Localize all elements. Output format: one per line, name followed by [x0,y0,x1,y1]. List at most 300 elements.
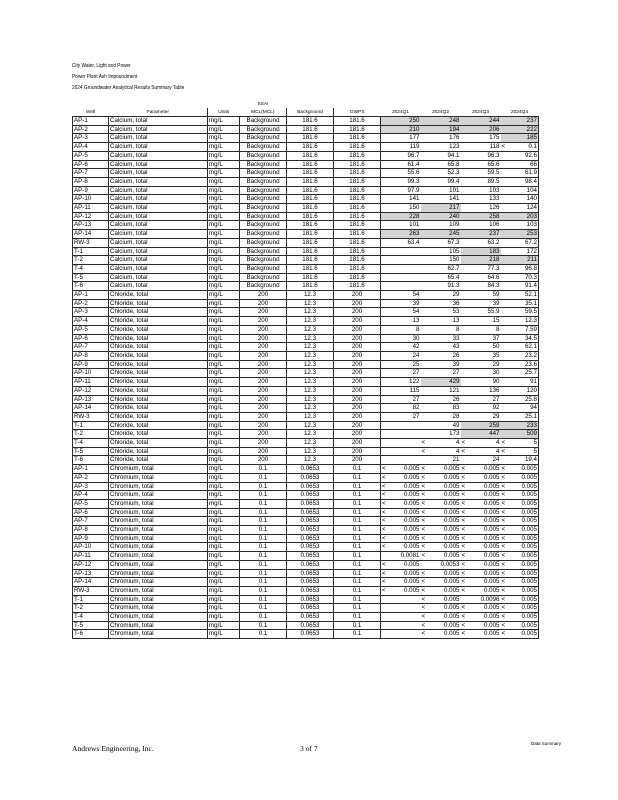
qualifier: < [501,517,506,525]
cell-background: 12.3 [287,369,334,378]
table-row [73,465,539,474]
value: 0.005 [484,473,500,481]
value: 0.005 [484,508,500,516]
cell-units: mg/L [208,317,240,326]
cell-well: AP-12 [73,560,109,569]
cell-background: 12.3 [287,386,334,395]
cell-well: T-2 [73,256,109,265]
cell-q4 [501,499,539,508]
qualifier: < [461,543,466,551]
cell-parameter: Chromium, total [109,552,208,561]
table-row [73,308,539,317]
value: 54 [412,308,420,316]
value: 49 [452,421,460,429]
table-row [73,499,539,508]
col-mcl: MCL(MCL) [251,110,275,115]
value: 0.005 [444,473,460,481]
cell-background: 181.6 [287,256,334,265]
value: 0.005 [404,508,420,516]
value: 233 [526,421,537,429]
cell-background: 181.6 [287,160,334,169]
cell-parameter: Calcium, total [109,160,208,169]
cell-q4 [501,430,539,439]
value: 0.005 [404,526,420,534]
footer-label: Data Summary [531,741,562,746]
value: 0.005 [484,552,500,560]
cell-background: 0.0653 [287,552,334,561]
value: 0.005 [404,578,420,586]
cell-parameter: Chloride, total [109,456,208,465]
cell-gwps: 181.6 [334,247,381,256]
cell-q1 [381,291,421,300]
cell-q3 [461,517,501,526]
cell-q4 [501,317,539,326]
value: 120 [526,386,537,394]
cell-q4 [501,604,539,613]
cell-q3 [461,334,501,343]
cell-gwps: 200 [334,386,381,395]
value: 13 [412,317,420,325]
value: 39 [412,299,420,307]
cell-q2 [421,273,461,282]
cell-gwps: 200 [334,343,381,352]
cell-units: mg/L [208,343,240,352]
col-q3: 2024Q3 [471,110,490,115]
cell-q3 [461,325,501,334]
value: 0.005 [521,499,537,507]
qualifier: < [382,482,386,490]
cell-gwps: 181.6 [334,273,381,282]
value: 0.005 [484,586,500,594]
cell-gwps: 0.1 [334,508,381,517]
qualifier: < [421,473,426,481]
value: 245 [449,230,460,238]
cell-background: 181.6 [287,117,334,126]
qualifier: < [382,543,386,551]
cell-q2 [421,325,461,334]
cell-q1 [381,491,421,500]
cell-q3 [461,143,501,152]
qualifier: < [461,439,466,447]
cell-well: AP-11 [73,204,109,213]
cell-units: mg/L [208,151,240,160]
cell-q3 [461,465,501,474]
cell-well: AP-6 [73,160,109,169]
value: 0.005 [521,586,537,594]
cell-gwps: 0.1 [334,552,381,561]
cell-well: AP-9 [73,534,109,543]
cell-q1 [381,586,421,595]
value: 63.2 [487,238,500,246]
value: 203 [526,212,537,220]
cell-parameter: Chloride, total [109,299,208,308]
value: 62.7 [447,264,460,272]
cell-parameter: Chromium, total [109,604,208,613]
table-row [73,526,539,535]
value: 0.0096 [480,595,500,603]
col-group-top: SSAI [257,102,269,107]
value: 89.5 [487,177,500,185]
value: 206 [489,125,500,133]
qualifier: < [501,543,506,551]
cell-mcl: 0.1 [240,621,287,630]
cell-q2 [421,630,461,639]
cell-q3 [461,299,501,308]
cell-q1 [381,430,421,439]
cell-mcl: 200 [240,386,287,395]
qualifier: < [421,517,426,525]
cell-q3 [461,230,501,239]
cell-q1 [381,404,421,413]
qualifier: < [382,526,386,534]
cell-background: 181.6 [287,125,334,134]
value: 109 [449,221,460,229]
cell-q1 [381,143,421,152]
cell-well: AP-9 [73,186,109,195]
cell-q4 [501,125,539,134]
cell-q1 [381,204,421,213]
cell-units: mg/L [208,465,240,474]
value: 103 [526,221,537,229]
value: 99.4 [447,177,460,185]
cell-well: T-6 [73,456,109,465]
qualifier: < [461,630,466,638]
header-line-1: City Water, Light and Power [72,63,131,69]
value: 0.005 [444,604,460,612]
value: 55.9 [487,308,500,316]
cell-units: mg/L [208,430,240,439]
cell-background: 181.6 [287,186,334,195]
cell-units: mg/L [208,517,240,526]
cell-well: AP-5 [73,151,109,160]
value: 141 [409,195,420,203]
qualifier: < [382,560,386,568]
cell-background: 181.6 [287,195,334,204]
cell-gwps: 181.6 [334,204,381,213]
cell-q2 [421,395,461,404]
cell-gwps: 0.1 [334,621,381,630]
cell-well: AP-3 [73,308,109,317]
cell-q1 [381,186,421,195]
cell-gwps: 181.6 [334,212,381,221]
cell-q4 [501,508,539,517]
cell-mcl: Background [240,230,287,239]
cell-mcl: 0.1 [240,569,287,578]
cell-q3 [461,560,501,569]
qualifier: < [382,508,386,516]
cell-well: T-1 [73,595,109,604]
cell-mcl: 0.1 [240,552,287,561]
cell-gwps: 200 [334,369,381,378]
cell-units: mg/L [208,621,240,630]
cell-q1 [381,578,421,587]
cell-background: 0.0653 [287,613,334,622]
cell-q3 [461,613,501,622]
cell-parameter: Chloride, total [109,439,208,448]
value: 43 [452,343,460,351]
cell-gwps: 0.1 [334,465,381,474]
cell-q3 [461,378,501,387]
value: 0.005 [444,586,460,594]
value: 24 [412,351,420,359]
cell-gwps: 181.6 [334,230,381,239]
cell-units: mg/L [208,378,240,387]
cell-q4 [501,482,539,491]
cell-gwps: 181.6 [334,264,381,273]
value: 27 [412,412,420,420]
cell-mcl: Background [240,169,287,178]
cell-q3 [461,151,501,160]
value: 84.3 [487,282,500,290]
qualifier: < [501,465,506,473]
value: 0.005 [404,560,420,568]
value: 253 [526,230,537,238]
value: 90 [492,378,500,386]
cell-q3 [461,291,501,300]
cell-gwps: 200 [334,299,381,308]
table-row [73,534,539,543]
cell-mcl: Background [240,264,287,273]
cell-background: 0.0653 [287,595,334,604]
value: 4 [456,439,460,447]
cell-q4 [501,151,539,160]
cell-background: 0.0653 [287,621,334,630]
cell-q4 [501,247,539,256]
qualifier: < [461,534,466,542]
cell-units: mg/L [208,560,240,569]
cell-units: mg/L [208,299,240,308]
col-parameter: Parameter [146,110,169,115]
value: 0.005 [521,508,537,516]
value: 210 [409,125,420,133]
value: 65.6 [487,160,500,168]
cell-parameter: Chloride, total [109,325,208,334]
cell-well: AP-13 [73,569,109,578]
cell-parameter: Chromium, total [109,491,208,500]
qualifier: < [421,613,426,621]
cell-gwps: 200 [334,412,381,421]
cell-q3 [461,586,501,595]
value: 211 [527,256,537,264]
table-row [73,230,539,239]
value: 52.3 [447,169,460,177]
col-well: Well [85,110,96,115]
cell-well: T-2 [73,430,109,439]
cell-q1 [381,621,421,630]
cell-background: 181.6 [287,143,334,152]
cell-units: mg/L [208,543,240,552]
cell-background: 12.3 [287,412,334,421]
cell-background: 181.6 [287,151,334,160]
table-row [73,291,539,300]
cell-mcl: 0.1 [240,613,287,622]
cell-q1 [381,273,421,282]
cell-gwps: 0.1 [334,560,381,569]
cell-q3 [461,595,501,604]
cell-units: mg/L [208,160,240,169]
qualifier: < [501,630,506,638]
value: 35.1 [524,299,537,307]
table-row [73,369,539,378]
qualifier: < [461,613,466,621]
qualifier: < [421,552,426,560]
cell-gwps: 200 [334,360,381,369]
cell-well: AP-1 [73,291,109,300]
cell-background: 12.3 [287,430,334,439]
cell-q1 [381,317,421,326]
value: 103 [489,186,500,194]
qualifier: < [461,552,466,560]
qualifier: < [461,465,466,473]
value: 101 [449,186,460,194]
cell-q1 [381,473,421,482]
value: 4 [456,447,460,455]
cell-parameter: Calcium, total [109,282,208,291]
cell-parameter: Chromium, total [109,560,208,569]
cell-q1 [381,360,421,369]
qualifier: < [461,569,466,577]
cell-parameter: Calcium, total [109,204,208,213]
cell-q4 [501,143,539,152]
cell-q1 [381,447,421,456]
cell-q1 [381,299,421,308]
table-row [73,125,539,134]
value: 63.4 [407,238,420,246]
value: 244 [489,117,500,124]
qualifier: < [461,447,466,455]
cell-units: mg/L [208,526,240,535]
cell-background: 181.6 [287,134,334,143]
cell-q2 [421,586,461,595]
value: 240 [449,212,460,220]
cell-q3 [461,447,501,456]
cell-parameter: Chromium, total [109,569,208,578]
cell-q1 [381,456,421,465]
value: 35 [492,351,500,359]
qualifier: < [421,465,426,473]
cell-mcl: Background [240,282,287,291]
cell-well: AP-5 [73,499,109,508]
table-row [73,204,539,213]
value: 64.6 [487,273,500,281]
table-row [73,134,539,143]
cell-q1 [381,256,421,265]
cell-q4 [501,238,539,247]
cell-mcl: Background [240,151,287,160]
value: 0.1 [528,143,537,151]
cell-q4 [501,630,539,639]
value: 176 [449,134,460,142]
cell-q3 [461,439,501,448]
qualifier: < [421,578,426,586]
cell-mcl: Background [240,238,287,247]
cell-q3 [461,125,501,134]
cell-q4 [501,526,539,535]
value: 83 [452,404,460,412]
cell-parameter: Chloride, total [109,317,208,326]
cell-q4 [501,256,539,265]
value: 29 [492,412,500,420]
cell-units: mg/L [208,282,240,291]
cell-gwps: 0.1 [334,586,381,595]
cell-q2 [421,204,461,213]
cell-well: AP-5 [73,325,109,334]
cell-background: 12.3 [287,439,334,448]
value: 0.0053 [440,560,460,568]
cell-mcl: 0.1 [240,465,287,474]
cell-gwps: 0.1 [334,526,381,535]
cell-q1 [381,534,421,543]
cell-gwps: 0.1 [334,613,381,622]
qualifier: < [461,517,466,525]
cell-well: AP-14 [73,404,109,413]
value: 0.005 [484,465,500,473]
cell-q2 [421,508,461,517]
value: 124 [526,204,537,212]
value: 0.005 [444,491,460,499]
cell-parameter: Chromium, total [109,526,208,535]
qualifier: < [382,491,386,499]
qualifier: < [501,439,506,447]
results-table [72,102,539,639]
cell-units: mg/L [208,134,240,143]
value: 0.005 [444,613,460,621]
cell-q1 [381,386,421,395]
cell-gwps: 200 [334,447,381,456]
cell-parameter: Chloride, total [109,334,208,343]
table-row [73,212,539,221]
cell-units: mg/L [208,578,240,587]
cell-mcl: 200 [240,378,287,387]
value: 237 [489,230,500,238]
cell-q1 [381,282,421,291]
cell-q1 [381,151,421,160]
cell-well: T-2 [73,604,109,613]
table-row [73,421,539,430]
cell-q2 [421,595,461,604]
cell-well: T-1 [73,247,109,256]
cell-parameter: Calcium, total [109,256,208,265]
qualifier: < [501,613,506,621]
cell-gwps: 0.1 [334,595,381,604]
value: 119 [409,143,420,151]
table-row [73,334,539,343]
cell-parameter: Chromium, total [109,586,208,595]
cell-well: AP-3 [73,134,109,143]
cell-q3 [461,569,501,578]
cell-q2 [421,578,461,587]
table-row [73,282,539,291]
cell-q4 [501,334,539,343]
cell-mcl: 0.1 [240,508,287,517]
value: 70.3 [524,273,537,281]
table-row [73,578,539,587]
cell-q2 [421,526,461,535]
value: 0.005 [444,508,460,516]
value: 0.005 [444,630,460,638]
cell-parameter: Calcium, total [109,134,208,143]
table-row [73,343,539,352]
cell-q3 [461,386,501,395]
cell-q3 [461,351,501,360]
table-row [73,169,539,178]
value: 123 [449,143,460,151]
cell-q4 [501,291,539,300]
value: 218 [489,256,500,264]
cell-parameter: Chloride, total [109,351,208,360]
col-q4: 2024Q4 [510,110,529,115]
value: 0.005 [444,621,460,629]
